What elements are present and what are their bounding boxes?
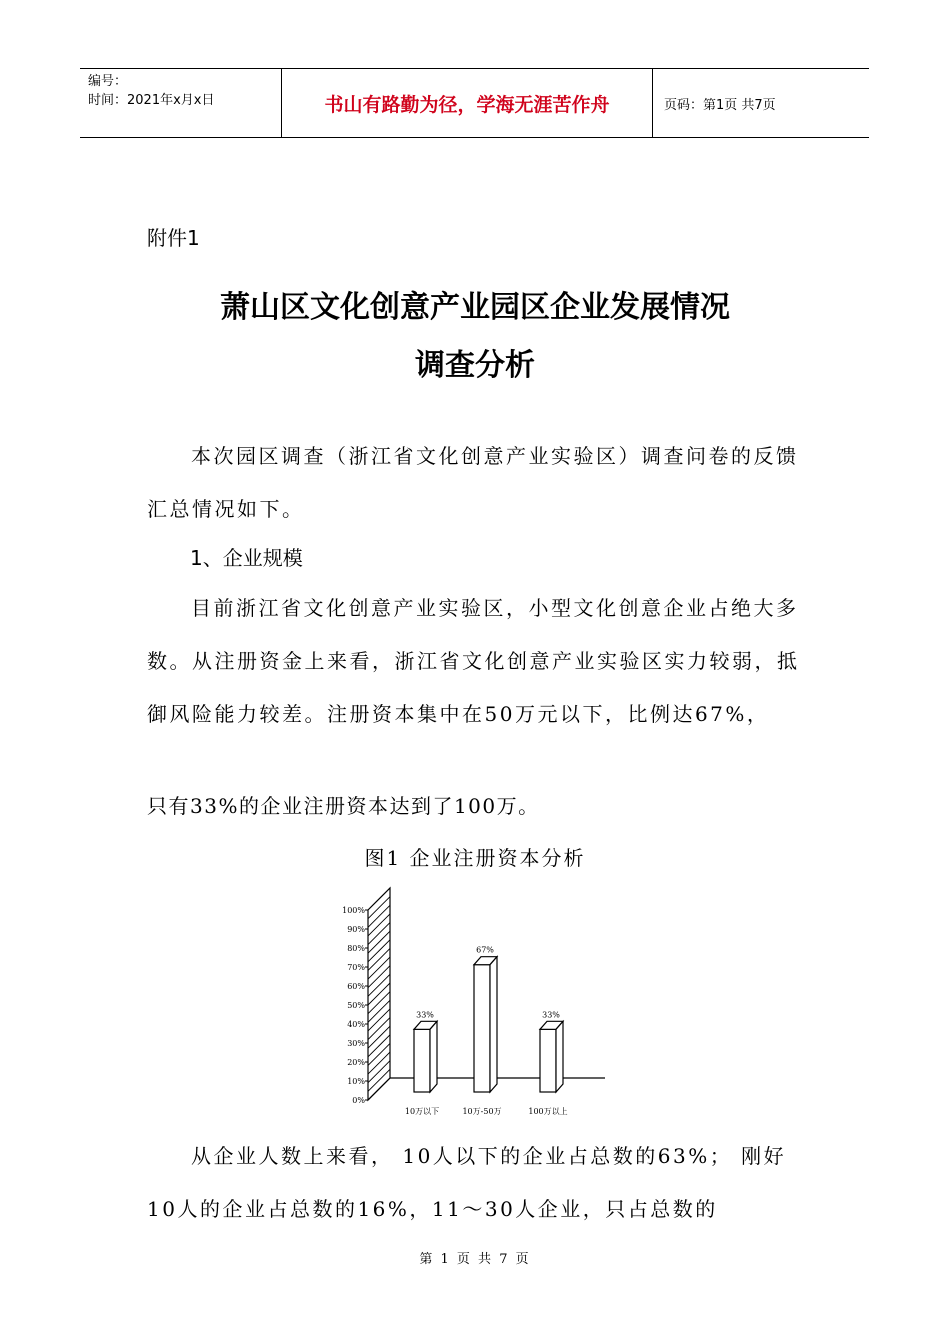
bar [414, 1029, 430, 1092]
chart-wall-hatch [368, 957, 390, 979]
y-tick-label: 10% [347, 1077, 365, 1086]
chart-wall-hatch [368, 897, 390, 919]
x-category-label: 100万以上 [528, 1107, 568, 1116]
y-tick-label: 70% [347, 963, 365, 972]
bar-side-face [556, 1021, 563, 1092]
chart-wall-hatch [368, 983, 390, 1005]
chart-wall-hatch [368, 1026, 390, 1048]
chart-wall-hatch [368, 914, 390, 936]
y-tick-label: 60% [347, 982, 365, 991]
header-page-info: 页码：第1页 共7页 [664, 97, 776, 113]
y-tick-label: 100% [342, 906, 365, 915]
chart-wall-hatch [368, 1035, 390, 1057]
y-tick-label: 30% [347, 1039, 365, 1048]
chart-wall-hatch [368, 966, 390, 988]
x-category-label: 10万-50万 [462, 1107, 502, 1116]
chart-wall-hatch [368, 974, 390, 996]
chart-wall-hatch [368, 1043, 390, 1065]
chart-floor-edge [368, 1078, 390, 1100]
registered-capital-chart [330, 885, 620, 1120]
chart-wall-hatch [368, 1061, 390, 1083]
attachment-label: 附件1 [147, 226, 200, 250]
y-tick-label: 0% [352, 1096, 365, 1105]
bar-value-label: 33% [416, 1010, 434, 1020]
page-footer: 第 1 页 共 7 页 [419, 1252, 531, 1267]
chart-wall-hatch [368, 1009, 390, 1031]
figure-caption: 图1 企业注册资本分析 [364, 846, 586, 870]
page-title: 萧山区文化创意产业园区企业发展情况 [220, 290, 730, 325]
section-heading: 1、企业规模 [190, 546, 303, 570]
y-tick-label: 80% [347, 944, 365, 953]
code-label: 编号： [88, 74, 128, 89]
chart-wall-hatch [368, 948, 390, 970]
bar-side-face [430, 1021, 437, 1092]
chart-wall-hatch [368, 1018, 390, 1040]
header-divider [652, 69, 653, 137]
chart-wall-hatch [368, 1069, 390, 1091]
bar-value-label: 67% [476, 945, 494, 955]
chart-wall-hatch [368, 905, 390, 927]
scale-paragraph: 目前浙江省文化创意产业实验区，小型文化创意企业占绝大多数。从注册资金上来看，浙江省文化创意产业实验区实力较弱，抵御风险能力较差。注册资本集中在50万元以下，比例达67%， [147, 596, 800, 726]
bar [474, 965, 490, 1092]
bar-side-face [490, 957, 497, 1092]
x-category-label: 10万以下 [404, 1107, 440, 1116]
chart-wall-hatch [368, 1052, 390, 1074]
y-tick-label: 20% [347, 1058, 365, 1067]
chart-wall-hatch [368, 923, 390, 945]
staff-paragraph: 从企业人数上来看， 10人以下的企业占总数的63%； 刚好10人的企业占总数的16%，11～30人企业，只占总数的 [147, 1144, 787, 1221]
page-title-line2: 调查分析 [415, 348, 535, 383]
bar-value-label: 33% [542, 1010, 560, 1020]
header-motto: 书山有路勤为径，学海无涯苦作舟 [324, 93, 610, 116]
chart-wall-hatch [368, 992, 390, 1014]
y-tick-label: 90% [347, 925, 365, 934]
chart-wall-hatch [368, 1000, 390, 1022]
bar [540, 1029, 556, 1092]
time-label: 时间：2021年x月x日 [88, 93, 215, 108]
scale-paragraph-cont: 只有33%的企业注册资本达到了100万。 [147, 794, 540, 818]
header-meta [88, 72, 214, 110]
y-tick-label: 50% [347, 1001, 365, 1010]
chart-wall-hatch [368, 931, 390, 953]
chart-wall-hatch [368, 940, 390, 962]
document-header [80, 68, 869, 138]
y-tick-label: 40% [347, 1020, 365, 1029]
intro-paragraph: 本次园区调查（浙江省文化创意产业实验区）调查问卷的反馈汇总情况如下。 [147, 444, 799, 521]
